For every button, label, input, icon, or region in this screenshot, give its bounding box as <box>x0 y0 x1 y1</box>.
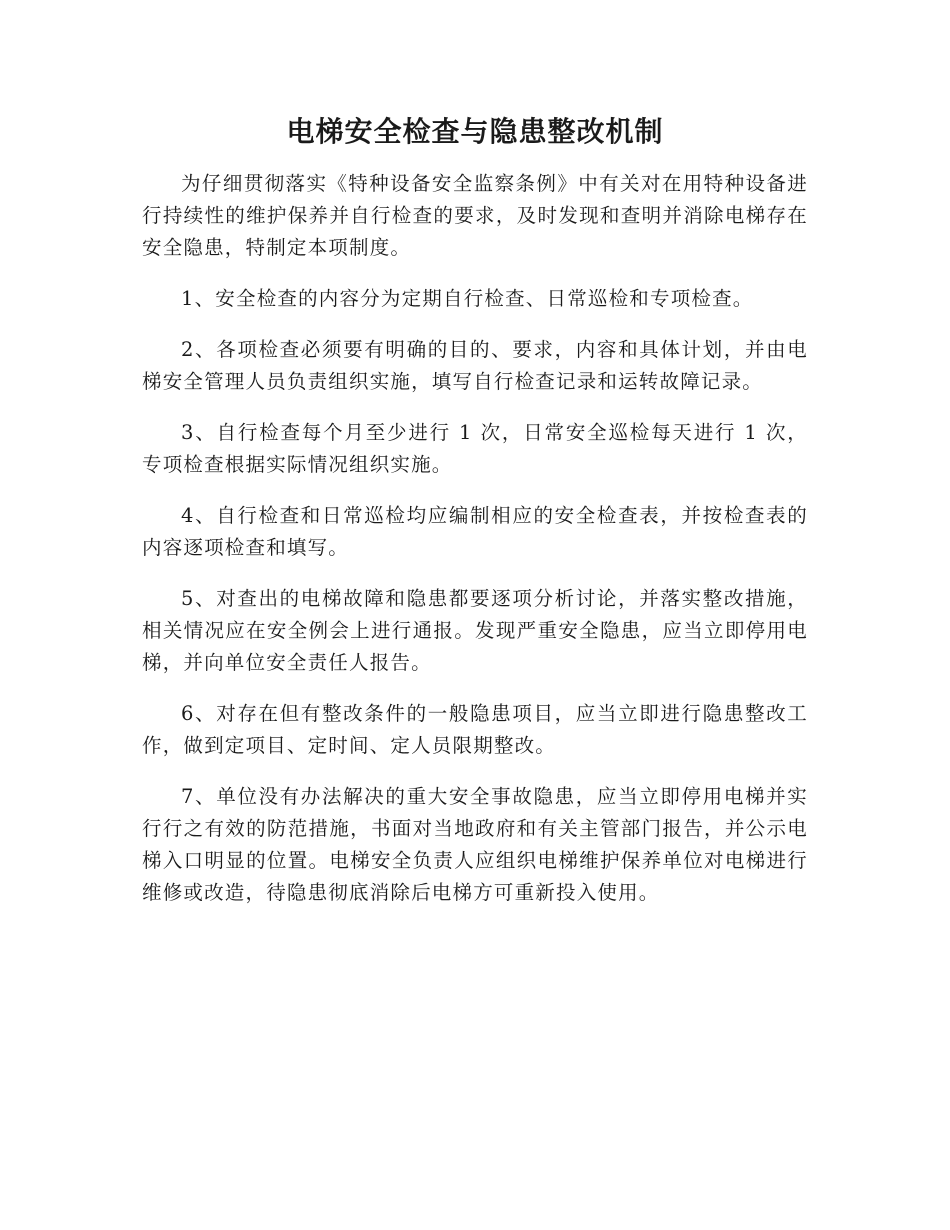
rule-paragraph-4: 4、自行检查和日常巡检均应编制相应的安全检查表，并按检查表的内容逐项检查和填写。 <box>142 504 808 559</box>
rule-paragraph-1: 1、安全检查的内容分为定期自行检查、日常巡检和专项检查。 <box>181 287 754 310</box>
document-title: 电梯安全检查与隐患整改机制 <box>286 115 664 148</box>
rule-paragraph-6: 6、对存在但有整改条件的一般隐患项目，应当立即进行隐患整改工作，做到定项目、定时间、定人员限期整改。 <box>142 702 808 757</box>
intro-paragraph: 为仔细贯彻落实《特种设备安全监察条例》中有关对在用特种设备进行持续性的维护保养并自行检查的要求，及时发现和查明并消除电梯存在安全隐患，特制定本项制度。 <box>142 172 808 259</box>
rule-paragraph-2: 2、各项检查必须要有明确的目的、要求，内容和具体计划，并由电梯安全管理人员负责组织实施，填写自行检查记录和运转故障记录。 <box>142 338 808 393</box>
rule-paragraph-7: 7、单位没有办法解决的重大安全事故隐患，应当立即停用电梯并实行行之有效的防范措施，书面对当地政府和有关主管部门报告，并公示电梯入口明显的位置。电梯安全负责人应组织电梯维护保养单位对电梯进行维修或改造，待隐患彻底消除后电梯方可重新投入使用。 <box>142 785 808 904</box>
document-body <box>142 168 808 928</box>
rule-paragraph-5: 5、对查出的电梯故障和隐患都要逐项分析讨论，并落实整改措施，相关情况应在安全例会上进行通报。发现严重安全隐患，应当立即停用电梯，并向单位安全责任人报告。 <box>142 587 808 674</box>
rule-paragraph-3: 3、自行检查每个月至少进行 1 次，日常安全巡检每天进行 1 次，专项检查根据实际情况组织实施。 <box>142 421 808 476</box>
